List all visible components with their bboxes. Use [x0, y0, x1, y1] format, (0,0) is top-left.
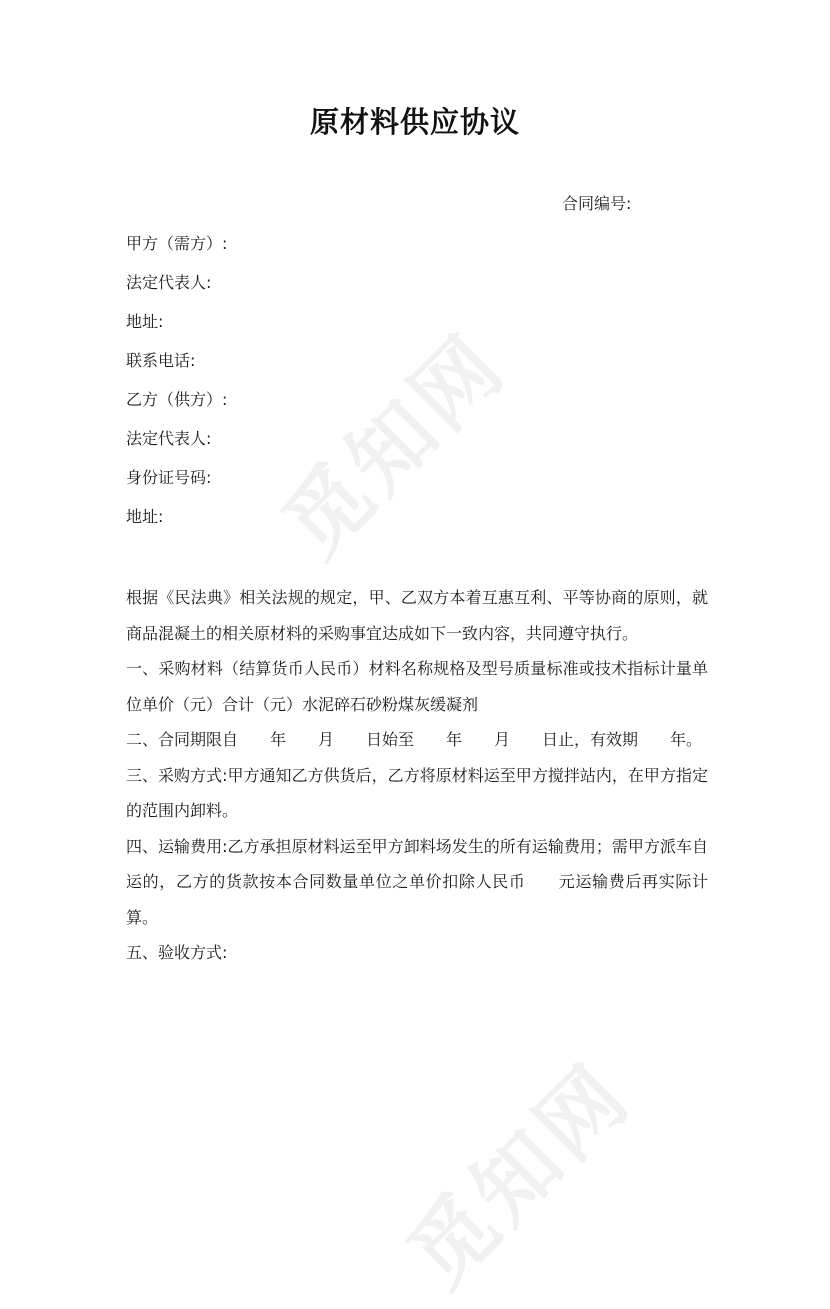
contract-body: [126, 580, 708, 971]
party-a-name-line: 甲方（需方）:: [126, 234, 228, 253]
clause-3-purchase-method: 三、采购方式:甲方通知乙方供货后，乙方将原材料运至甲方搅拌站内，在甲方指定的范围内卸料。: [126, 765, 708, 820]
preamble-paragraph: 根据《民法典》相关法规的规定，甲、乙双方本着互惠互利、平等协商的原则，就商品混凝土的相关原材料的采购事宜达成如下一致内容，共同遵守执行。: [126, 588, 708, 643]
party-a-phone-line: 联系电话:: [126, 351, 196, 370]
party-b-address-line: 地址:: [126, 507, 164, 526]
watermark-bottom: 觅知网: [389, 1044, 650, 1306]
watermark: 觅知网: [264, 314, 525, 576]
party-a-legal-rep-line: 法定代表人:: [126, 273, 212, 292]
party-info-list: [126, 233, 706, 545]
clause-4-transport-cost: 四、运输费用:乙方承担原材料运至甲方卸料场发生的所有运输费用；需甲方派车自运的，乙方的货款按本合同数量单位之单价扣除人民币 元运输费后再实际计算。: [126, 836, 708, 927]
party-b-id-number-line: 身份证号码:: [126, 468, 212, 487]
contract-number-label: 合同编号:: [562, 194, 632, 213]
clause-2-term: 二、合同期限自 年 月 日始至 年 月 日止，有效期 年。: [126, 730, 703, 749]
party-a-address-line: 地址:: [126, 312, 164, 331]
clause-5-acceptance: 五、验收方式:: [126, 943, 228, 962]
clause-1-materials: 一、采购材料（结算货币人民币）材料名称规格及型号质量标准或技术指标计量单位单价（元）合计（元）水泥碎石砂粉煤灰缓凝剂: [126, 659, 708, 714]
party-b-name-line: 乙方（供方）:: [126, 390, 228, 409]
document-title: 原材料供应协议: [309, 105, 520, 139]
party-b-legal-rep-line: 法定代表人:: [126, 429, 212, 448]
